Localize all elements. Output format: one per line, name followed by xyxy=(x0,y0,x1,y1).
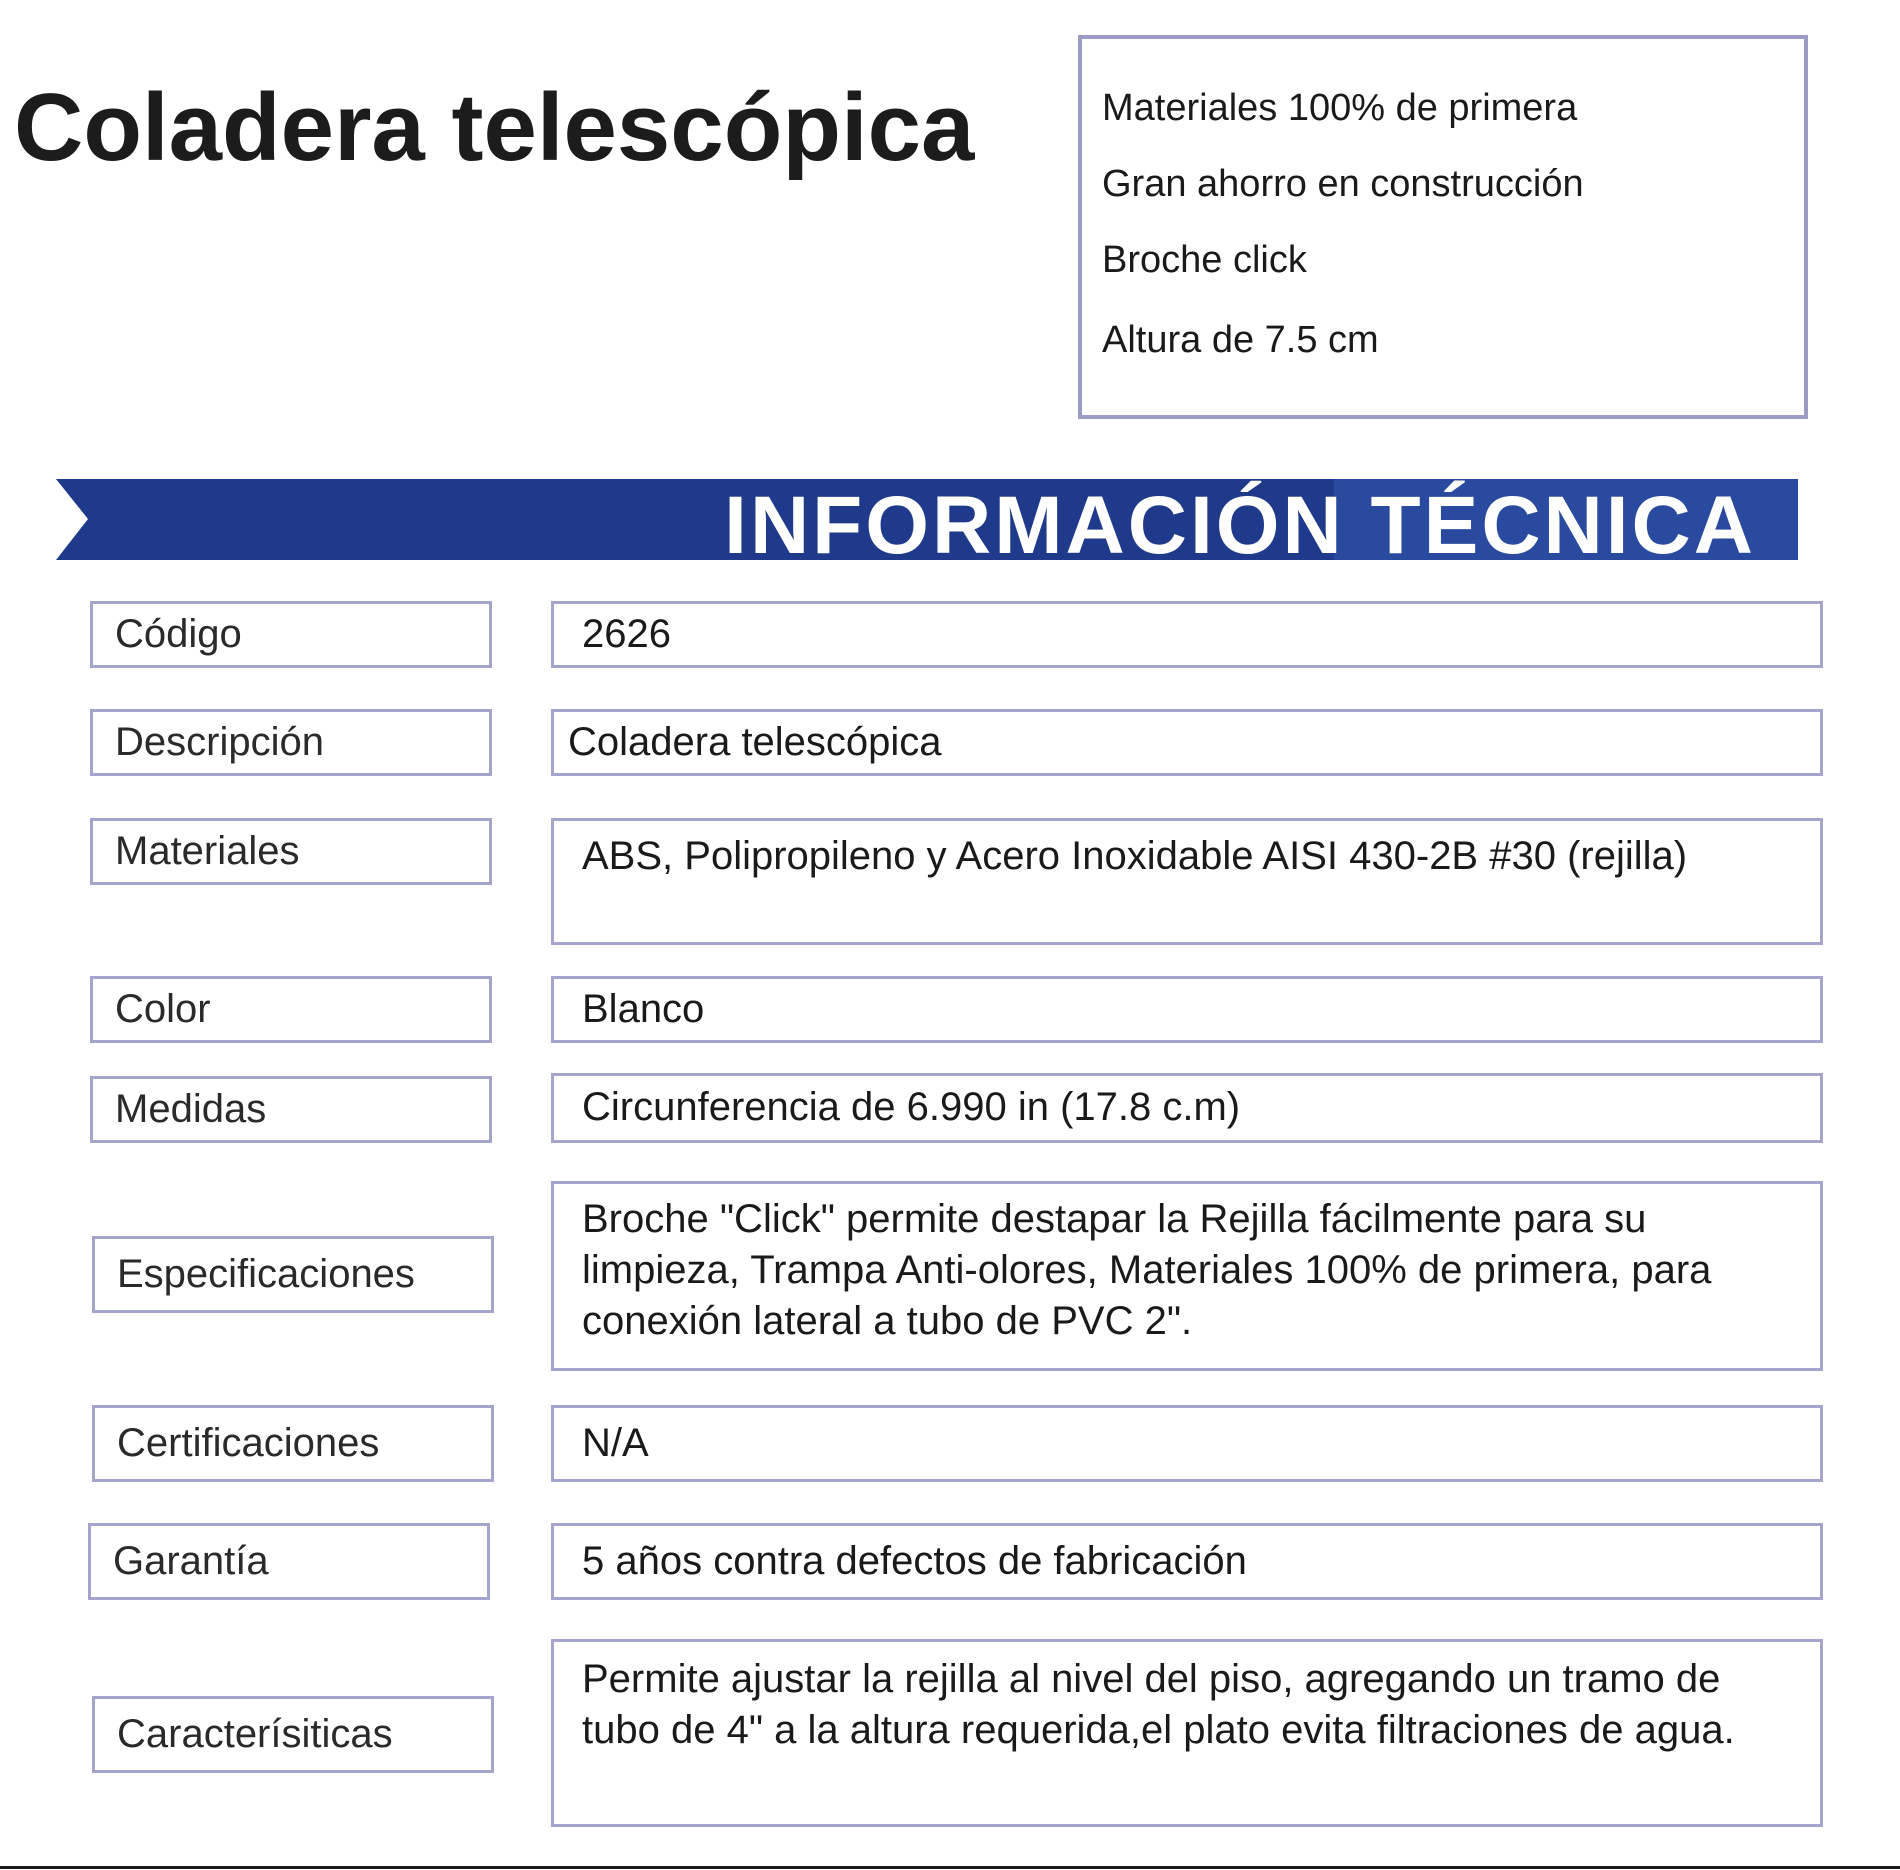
spec-value-materiales: ABS, Polipropileno y Acero Inoxidable AISI 430-2B #30 (rejilla) xyxy=(551,818,1823,945)
spec-value-medidas: Circunferencia de 6.990 in (17.8 c.m) xyxy=(551,1073,1823,1143)
spec-label-garantia: Garantía xyxy=(88,1523,490,1600)
spec-value-color: Blanco xyxy=(551,976,1823,1043)
spec-value-certificaciones: N/A xyxy=(551,1405,1823,1482)
section-banner xyxy=(56,479,1798,571)
page-title: Coladera telescópica xyxy=(14,74,975,181)
spec-label-materiales: Materiales xyxy=(90,818,492,885)
spec-value-especificaciones: Broche "Click" permite destapar la Rejilla fácilmente para su limpieza, Trampa Anti-olores, Materiales 100% de primera, para conexión lateral a tubo de PVC 2". xyxy=(551,1181,1823,1371)
spec-value-codigo: 2626 xyxy=(551,601,1823,668)
spec-value-garantia: 5 años contra defectos de fabricación xyxy=(551,1523,1823,1600)
feature-item: Gran ahorro en construcción xyxy=(1102,163,1584,205)
spec-value-descripcion: Coladera telescópica xyxy=(551,709,1823,776)
spec-label-certificaciones: Certificaciones xyxy=(92,1405,494,1482)
features-box xyxy=(1078,35,1808,419)
feature-item: Materiales 100% de primera xyxy=(1102,87,1578,129)
spec-label-descripcion: Descripción xyxy=(90,709,492,776)
banner-title: INFORMACIÓN TÉCNICA xyxy=(724,480,1756,571)
spec-label-codigo: Código xyxy=(90,601,492,668)
spec-label-caracteristicas: Caracterísiticas xyxy=(92,1696,494,1773)
spec-label-medidas: Medidas xyxy=(90,1076,492,1143)
spec-label-especificaciones: Especificaciones xyxy=(92,1236,494,1313)
bottom-divider xyxy=(0,1866,1900,1869)
feature-item: Broche click xyxy=(1102,239,1307,281)
spec-value-caracteristicas: Permite ajustar la rejilla al nivel del piso, agregando un tramo de tubo de 4" a la altura requerida,el plato evita filtraciones de agua. xyxy=(551,1639,1823,1827)
feature-item: Altura de 7.5 cm xyxy=(1102,319,1379,361)
spec-label-color: Color xyxy=(90,976,492,1043)
